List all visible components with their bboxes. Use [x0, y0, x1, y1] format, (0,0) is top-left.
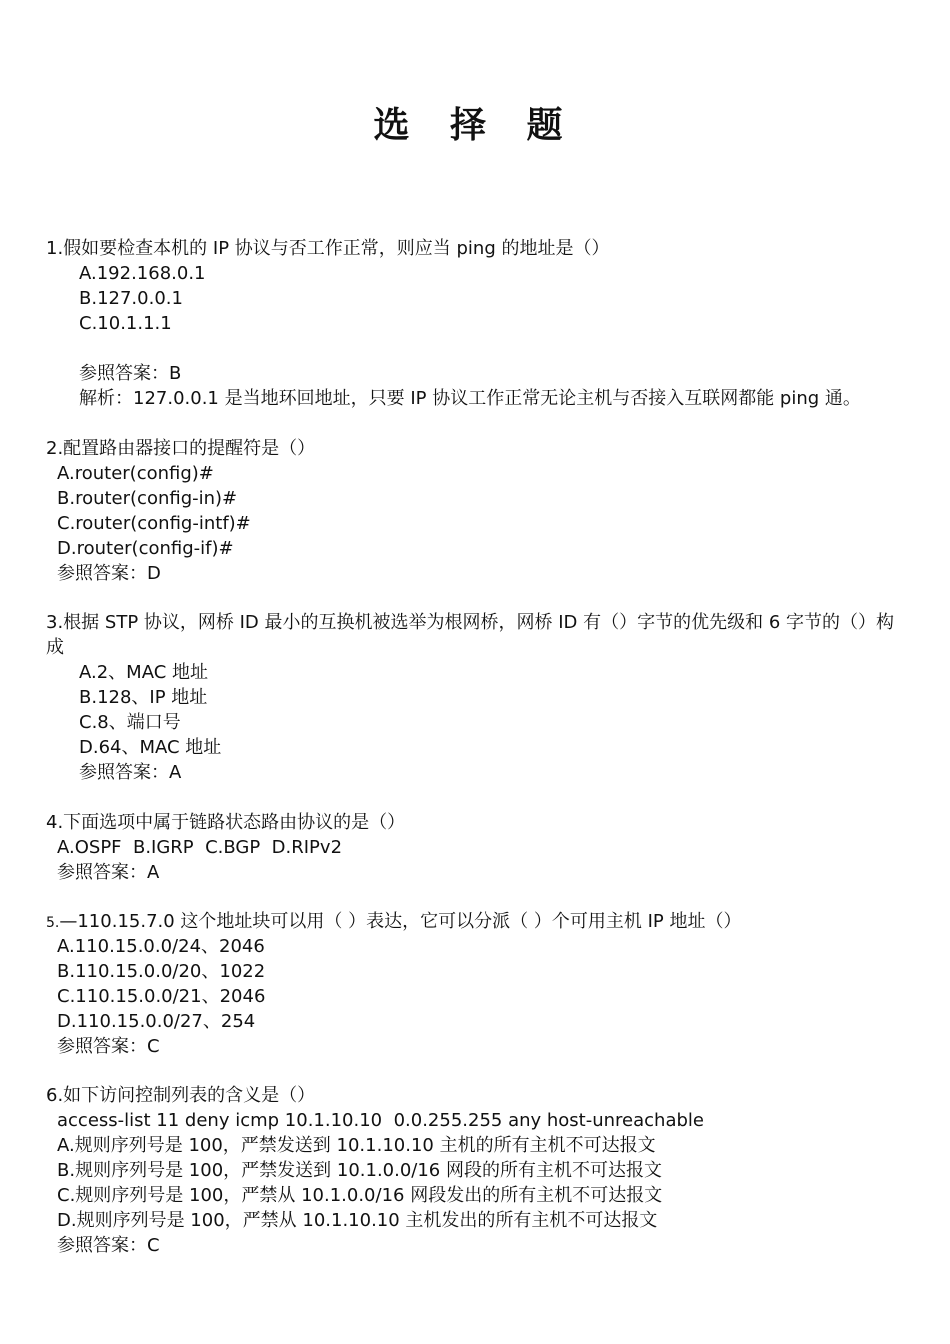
question-1-option-b: B.127.0.0.1 — [79, 288, 183, 309]
question-1-stem: 1.假如要检查本机的 IP 协议与否工作正常，则应当 ping 的地址是（） — [46, 238, 610, 259]
question-2-option-d: D.router(config-if)# — [57, 538, 234, 559]
question-5-option-c: C.110.15.0.0/21、2046 — [57, 986, 266, 1007]
question-6-option-a: A.规则序列号是 100，严禁发送到 10.1.10.10 主机的所有主机不可达报文 — [57, 1135, 656, 1156]
question-3-option-b: B.128、IP 地址 — [79, 687, 208, 708]
question-5-option-b: B.110.15.0.0/20、1022 — [57, 961, 266, 982]
question-2-option-b: B.router(config-in)# — [57, 488, 238, 509]
question-1-answer: 参照答案：B — [79, 363, 182, 384]
question-2-option-c: C.router(config-intf)# — [57, 513, 251, 534]
question-5-option-d: D.110.15.0.0/27、254 — [57, 1011, 256, 1032]
question-6-answer: 参照答案：C — [57, 1235, 160, 1256]
question-6-option-d: D.规则序列号是 100，严禁从 10.1.10.10 主机发出的所有主机不可达报文 — [57, 1210, 658, 1231]
question-5-number: 5. — [46, 915, 60, 931]
question-5-answer: 参照答案：C — [57, 1036, 160, 1057]
question-6-stem: 6.如下访问控制列表的含义是（） — [46, 1085, 316, 1106]
question-3-option-d: D.64、MAC 地址 — [79, 737, 222, 758]
question-6-option-c: C.规则序列号是 100，严禁从 10.1.0.0/16 网段发出的所有主机不可达报文 — [57, 1185, 663, 1206]
question-4-answer: 参照答案：A — [57, 862, 160, 883]
question-5-stem — [46, 909, 741, 936]
question-1-option-c: C.10.1.1.1 — [79, 313, 172, 334]
question-3-option-a: A.2、MAC 地址 — [79, 662, 208, 683]
question-2-answer: 参照答案：D — [57, 563, 161, 584]
question-6-code: access-list 11 deny icmp 10.1.10.10 0.0.255.255 any host-unreachable — [57, 1110, 704, 1131]
question-1-option-a: A.192.168.0.1 — [79, 263, 206, 284]
question-4-options: A.OSPF B.IGRP C.BGP D.RIPv2 — [57, 837, 343, 858]
question-4-stem: 4.下面选项中属于链路状态路由协议的是（） — [46, 812, 406, 833]
question-3-answer: 参照答案：A — [79, 762, 182, 783]
question-2-option-a: A.router(config)# — [57, 463, 214, 484]
question-5-stem-text: —110.15.7.0 这个地址块可以用（ ）表达，它可以分派（ ）个可用主机 IP 地址（） — [59, 911, 742, 932]
question-6-option-b: B.规则序列号是 100，严禁发送到 10.1.0.0/16 网段的所有主机不可达报文 — [57, 1160, 662, 1181]
question-5-option-a: A.110.15.0.0/24、2046 — [57, 936, 265, 957]
question-2-stem: 2.配置路由器接口的提醒符是（） — [46, 438, 316, 459]
question-3-stem: 3.根据 STP 协议，网桥 ID 最小的互换机被选举为根网桥，网桥 ID 有（）字节的优先级和 6 字节的（）构成 — [46, 612, 895, 658]
question-3-option-c: C.8、端口号 — [79, 712, 181, 733]
question-1-analysis: 解析：127.0.0.1 是当地环回地址，只要 IP 协议工作正常无论主机与否接入互联网都能 ping 通。 — [79, 388, 861, 409]
page-title: 选 择 题 — [373, 105, 577, 146]
